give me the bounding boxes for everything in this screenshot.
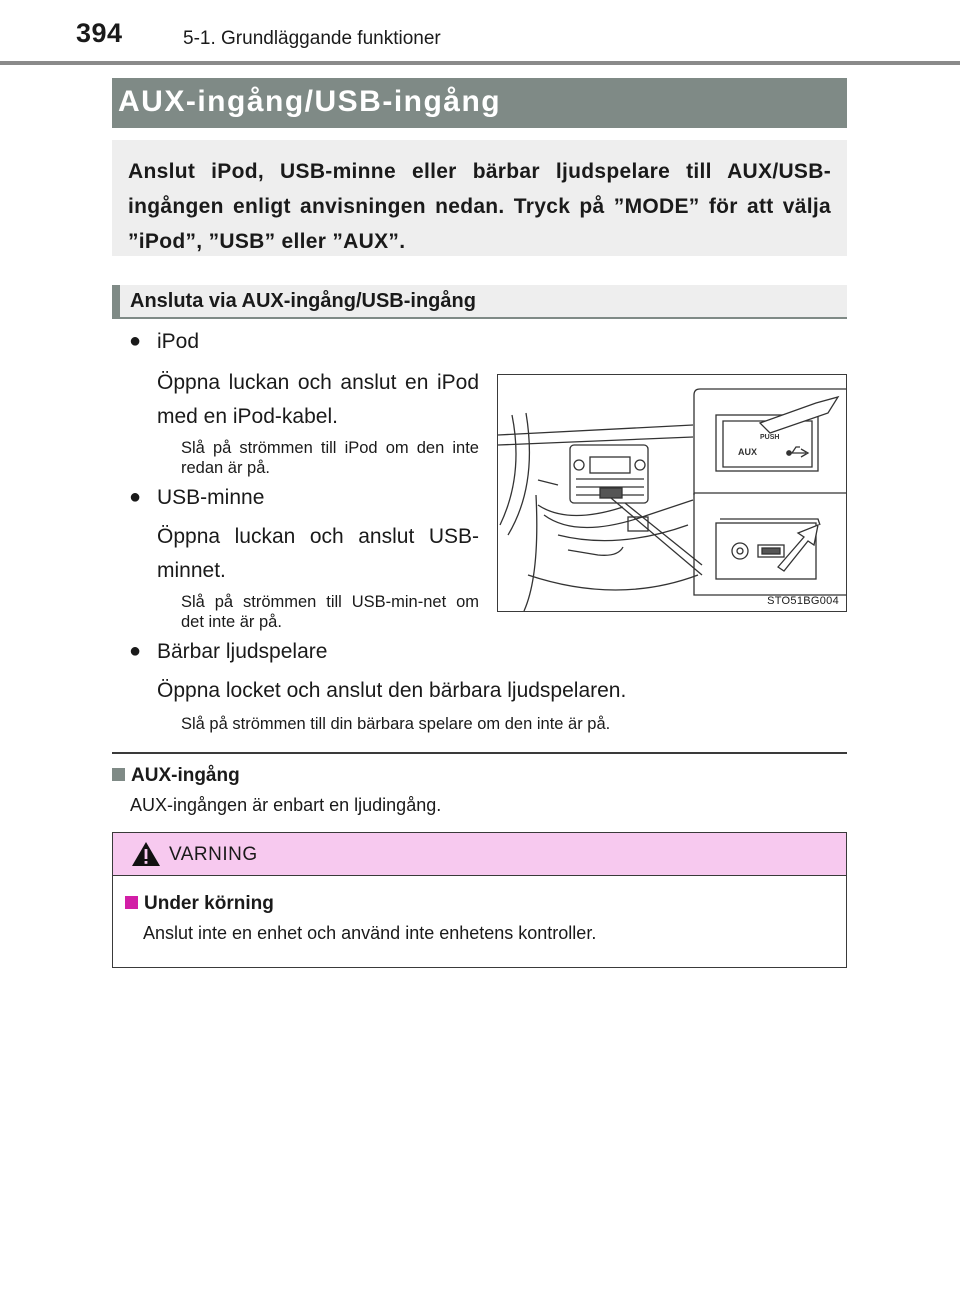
- dashboard-drawing: [498, 375, 846, 611]
- warning-subheading-text: Under körning: [144, 893, 274, 914]
- subheading-bar: [112, 285, 847, 319]
- bullet-icon: ●: [129, 640, 142, 662]
- square-bullet-icon: [125, 896, 138, 909]
- dashboard-illustration: [497, 374, 847, 612]
- title-bar: [112, 78, 847, 128]
- section-title: 5-1. Grundläggande funktioner: [183, 28, 441, 49]
- aux-text: AUX-ingången är enbart en ljudingång.: [130, 795, 442, 815]
- warning-text: Anslut inte en enhet och använd inte enhetens kontroller.: [143, 923, 597, 943]
- item-note-ipod: Slå på strömmen till iPod om den inte redan är på.: [181, 439, 479, 477]
- item-note-portable: Slå på strömmen till din bärbara spelare om den inte är på.: [181, 715, 611, 733]
- warning-header: [113, 833, 846, 876]
- subheading: Ansluta via AUX-ingång/USB-ingång: [130, 290, 476, 312]
- page-number: 394: [76, 18, 123, 48]
- bullet-icon: ●: [129, 330, 142, 352]
- item-title-usb: USB-minne: [157, 486, 265, 509]
- item-portable: [129, 640, 141, 663]
- square-bullet-icon: [112, 768, 125, 781]
- item-ipod: [129, 330, 141, 353]
- item-title-portable: Bärbar ljudspelare: [157, 640, 328, 663]
- aux-heading-text: AUX-ingång: [131, 765, 240, 786]
- item-body-portable: Öppna locket och anslut den bärbara ljudspelaren.: [157, 679, 627, 702]
- bullet-icon: ●: [129, 486, 142, 508]
- figure-code: STO51BG004: [767, 595, 839, 607]
- warning-subheading: [125, 893, 274, 915]
- aux-label: AUX: [738, 447, 758, 457]
- aux-heading: [112, 765, 240, 787]
- item-body-usb: Öppna luckan och anslut USB-minnet.: [157, 525, 479, 582]
- item-note-usb: Slå på strömmen till USB-min-net om det inte är på.: [181, 593, 479, 631]
- section-rule: [112, 752, 847, 754]
- push-label: PUSH: [760, 434, 780, 441]
- item-title-ipod: iPod: [157, 330, 200, 353]
- intro-text: Anslut iPod, USB-minne eller bärbar ljudspelare till AUX/USB-ingången enligt anvisningen nedan. Tryck på ”MODE” för att välja ”iPod”, ”USB” eller ”AUX”.: [128, 160, 831, 253]
- intro-box: [112, 140, 847, 256]
- item-usb: [129, 486, 141, 509]
- warning-box: [112, 832, 847, 968]
- warning-triangle-icon: [131, 841, 161, 867]
- header-rule: [0, 61, 960, 65]
- warning-label: VARNING: [169, 844, 258, 865]
- item-body-ipod: Öppna luckan och anslut en iPod med en iPod-kabel.: [157, 371, 479, 428]
- page-title: AUX-ingång/USB-ingång: [118, 85, 502, 118]
